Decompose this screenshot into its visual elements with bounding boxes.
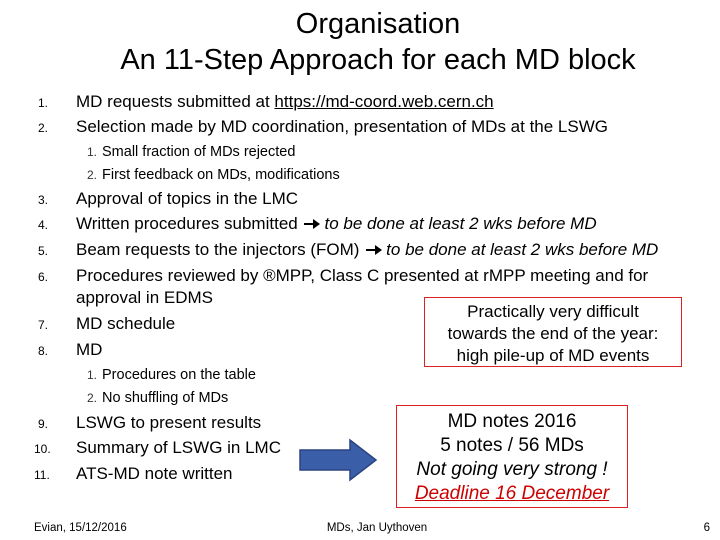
step-3: Approval of topics in the LMC bbox=[76, 189, 299, 208]
step-1-text: MD requests submitted at bbox=[76, 92, 275, 111]
substep-number: 1. bbox=[87, 145, 98, 159]
step-4-text: Written procedures submitted bbox=[76, 214, 298, 233]
page-number: 6 bbox=[703, 522, 710, 534]
footer-author: MDs, Jan Uythoven bbox=[326, 522, 428, 534]
title-line-1: Organisation bbox=[295, 8, 461, 40]
md-notes-status: Not going very strong ! bbox=[416, 459, 608, 480]
step-5-deadline: to be done at least 2 wks before MD bbox=[386, 240, 659, 259]
substep-number: 2. bbox=[87, 391, 98, 405]
pile-up-callout bbox=[424, 297, 682, 367]
step-10: Summary of LSWG in LMC bbox=[76, 438, 281, 457]
right-arrow-icon bbox=[366, 245, 382, 255]
step-7: MD schedule bbox=[76, 314, 176, 333]
step-number: 6. bbox=[38, 270, 49, 284]
step-number: 7. bbox=[38, 318, 49, 332]
callout-line: Practically very difficult bbox=[467, 302, 639, 321]
step-number: 10. bbox=[34, 442, 51, 456]
substep-8-2: No shuffling of MDs bbox=[102, 390, 229, 406]
step-4 bbox=[76, 213, 597, 235]
step-number: 5. bbox=[38, 244, 49, 258]
step-4-deadline: to be done at least 2 wks before MD bbox=[324, 214, 597, 233]
step-5-text: Beam requests to the injectors (FOM) bbox=[76, 240, 360, 259]
step-1 bbox=[76, 91, 494, 113]
md-notes-deadline: Deadline 16 December bbox=[414, 483, 610, 504]
step-number: 3. bbox=[38, 193, 49, 207]
substep-number: 1. bbox=[87, 368, 98, 382]
md-notes-callout bbox=[396, 405, 628, 508]
step-6: Procedures reviewed by ®MPP, Class C presented at rMPP meeting and for bbox=[76, 266, 649, 285]
step-number: 11. bbox=[34, 468, 50, 482]
step-6-continued: approval in EDMS bbox=[76, 288, 214, 307]
substep-2-1: Small fraction of MDs rejected bbox=[102, 144, 296, 160]
step-number: 2. bbox=[38, 121, 49, 135]
substep-number: 2. bbox=[87, 168, 98, 182]
md-notes-count: 5 notes / 56 MDs bbox=[440, 435, 584, 456]
callout-line: high pile-up of MD events bbox=[456, 346, 650, 365]
step-11: ATS-MD note written bbox=[76, 464, 233, 483]
big-right-arrow-icon bbox=[298, 438, 378, 482]
slide-title bbox=[0, 6, 720, 78]
callout-line: towards the end of the year: bbox=[447, 324, 659, 343]
title-line-2: An 11-Step Approach for each MD block bbox=[120, 44, 636, 76]
md-coord-link[interactable]: https://md-coord.web.cern.ch bbox=[274, 92, 494, 111]
step-number: 1. bbox=[38, 96, 49, 110]
md-notes-title: MD notes 2016 bbox=[447, 411, 577, 432]
substep-2-2: First feedback on MDs, modifications bbox=[102, 167, 340, 183]
step-number: 4. bbox=[38, 218, 49, 232]
substep-8-1: Procedures on the table bbox=[102, 367, 256, 383]
right-arrow-icon bbox=[304, 219, 320, 229]
step-8: MD bbox=[76, 340, 103, 359]
footer-date: Evian, 15/12/2016 bbox=[34, 522, 127, 534]
step-2: Selection made by MD coordination, presentation of MDs at the LSWG bbox=[76, 117, 608, 136]
step-number: 8. bbox=[38, 344, 49, 358]
step-number: 9. bbox=[38, 417, 49, 431]
step-9: LSWG to present results bbox=[76, 413, 262, 432]
step-5 bbox=[76, 239, 658, 261]
